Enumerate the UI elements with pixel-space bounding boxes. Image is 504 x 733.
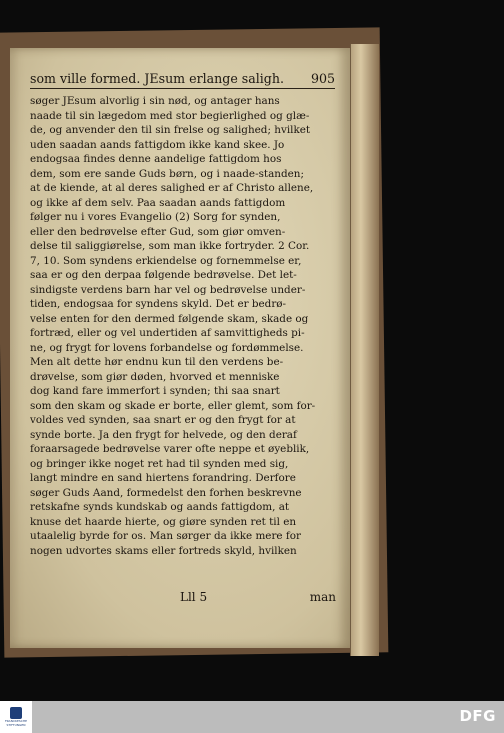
text-line: Men alt dette hør endnu kun til den verdens be- [30,356,284,368]
text-line: velse enten for den dermed følgende skam, skade og [30,312,309,325]
text-line: tiden, endogsaa for syndens skyld. Det er bedrø- [30,298,287,310]
text-line: langt mindre en sand hiertens forandring. Derfore [30,472,296,484]
text-line: endogsaa findes denne aandelige fattigdom hos [30,153,282,165]
text-line: de, og anvender den til sin frelse og salighed; hvilket [30,124,311,136]
text-line: eller den bedrøvelse efter Gud, som giør omven- [30,225,286,238]
text-line: voldes ved synden, saa snart er og den frygt for at [30,414,296,426]
dfg-logo[interactable]: DFG [459,707,496,725]
book-page [10,48,350,648]
francke-logo-icon [10,707,22,719]
text-line: dem, som ere sande Guds børn, og i naade-standen; [30,167,304,180]
text-line: knuse det haarde hierte, og giøre synden ret til en [30,515,297,528]
signature-mark: Lll 5 [180,590,208,604]
book-page-edges [350,44,379,656]
text-line: drøvelse, som giør døden, hvorved et menniske [30,370,280,383]
text-line: synde borte. Ja den frygt for helvede, og den deraf [30,428,297,441]
text-line: foraarsagede bedrøvelse varer ofte neppe et øyeblik, [30,443,310,455]
francke-logo[interactable] [0,701,32,733]
text-line: saa er og den derpaa følgende bedrøvelse. Det let- [30,269,297,281]
page-footer [30,590,336,608]
text-line: søger JEsum alvorlig i sin nød, og antager hans [30,95,280,107]
body-text [30,94,336,558]
text-line: naade til sin lægedom med stor begierlighed og glæ- [30,109,310,122]
text-line: og ikke af dem selv. Paa saadan aands fattigdom [30,196,286,209]
text-line: søger Guds Aand, formedelst den forhen beskrevne [30,486,302,499]
text-line: fortræd, eller og vel undertiden af samvittigheds pi- [30,327,305,339]
text-line: utaalelig byrde for os. Man sørger da ikke mere for [30,530,301,542]
catchword: man [309,590,336,604]
text-line: retskafne synds kundskab og aands fattigdom, at [30,501,290,513]
viewer-bottom-bar [0,701,504,733]
page-number: 905 [310,71,335,86]
text-line: nogen udvortes skams eller fortreds skyld, hvilken [30,544,297,557]
text-line: følger nu i vores Evangelio (2) Sorg for synden, [30,211,281,223]
text-line: og bringer ikke noget ret had til synden med sig, [30,457,289,470]
running-title: som ville formed. JEsum erlange saligh. [30,71,284,86]
text-line: delse til saliggiørelse, som man ikke fortryder. 2 Cor. [30,240,310,252]
text-line: som den skam og skade er borte, eller glemt, som for- [30,399,316,412]
text-line: sindigste verdens barn har vel og bedrøvelse under- [30,283,306,296]
text-line: ne, og frygt for lovens forbandelse og fordømmelse. [30,341,304,354]
page-header [30,70,335,89]
text-line: dog kand fare immerfort i synden; thi saa snart [30,385,280,397]
text-line: uden saadan aands fattigdom ikke kand skee. Jo [30,138,285,151]
text-line: 7, 10. Som syndens erkiendelse og fornemmelse er, [30,254,302,267]
text-line: at de kiende, at al deres salighed er af Christo allene, [30,182,314,194]
francke-logo-text: FRANCKESCHE STIFTUNGEN [4,719,28,727]
